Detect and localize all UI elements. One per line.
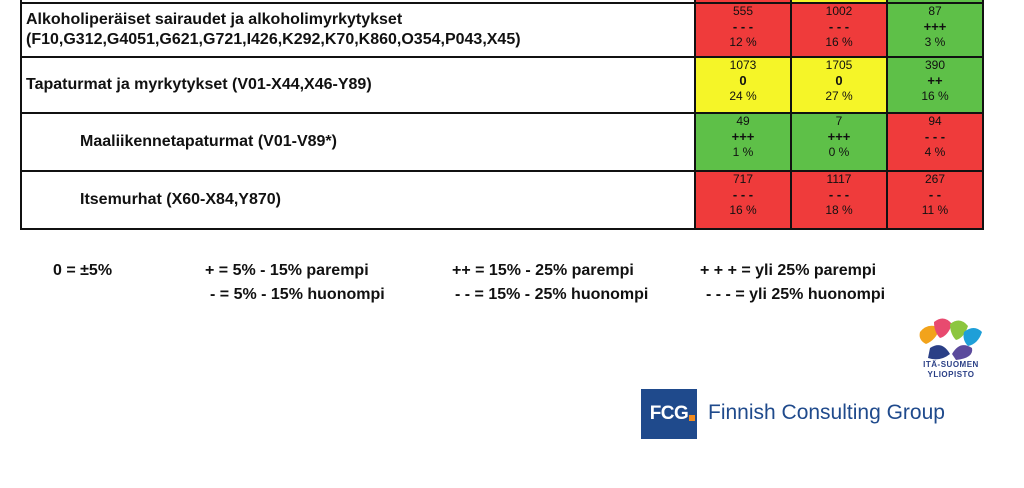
value-cell [887, 57, 983, 113]
count-value: 1002 [825, 4, 853, 18]
trend-symbol: +++ [827, 129, 851, 144]
trend-symbol: +++ [923, 19, 947, 34]
count-value: 1705 [825, 58, 853, 72]
trend-symbol: 0 [835, 73, 843, 88]
percent-value: 16 % [825, 35, 853, 49]
fcg-dot-icon [689, 415, 695, 421]
percent-value: 4 % [924, 145, 946, 159]
fcg-logo [641, 389, 697, 439]
percent-value: 12 % [729, 35, 757, 49]
table-row [21, 57, 983, 113]
table-row [21, 3, 983, 57]
legend-plus3: + + + = yli 25% parempi [700, 262, 877, 279]
row-label: Maaliikennetapaturmat (V01-V89*) [21, 113, 695, 171]
legend-zero: 0 = ±5% [53, 262, 113, 279]
percent-value: 27 % [825, 89, 853, 103]
trend-symbol: - - [928, 187, 942, 202]
percent-value: 24 % [729, 89, 757, 103]
fcg-company-name: Finnish Consulting Group [708, 401, 945, 424]
percent-value: 1 % [732, 145, 754, 159]
value-cell [887, 3, 983, 57]
fcg-abbr: FCG [649, 403, 689, 424]
table-row [21, 113, 983, 171]
row-label: Tapaturmat ja myrkytykset (V01-X44,X46-Y89) [21, 57, 695, 113]
value-cell [695, 57, 791, 113]
legend-plus1: + = 5% - 15% parempi [205, 262, 369, 279]
count-value: 1117 [826, 172, 852, 186]
value-cell [695, 3, 791, 57]
uef-name-line2: YLIOPISTO [927, 370, 975, 379]
percent-value: 0 % [828, 145, 850, 159]
value-cell [695, 113, 791, 171]
trend-symbol: - - - [924, 129, 946, 144]
percent-value: 18 % [825, 203, 853, 217]
percent-value: 16 % [921, 89, 949, 103]
value-cell [791, 113, 887, 171]
legend-minus1: - = 5% - 15% huonompi [210, 286, 385, 303]
count-value: 390 [924, 58, 946, 72]
statistics-table [20, 0, 984, 230]
percent-value: 3 % [924, 35, 946, 49]
count-value: 7 [835, 114, 843, 128]
value-cell [887, 171, 983, 229]
value-cell [791, 57, 887, 113]
trend-symbol: - - - [828, 19, 850, 34]
trend-symbol: - - - [732, 19, 754, 34]
trend-symbol: - - - [828, 187, 850, 202]
table-row [21, 171, 983, 229]
value-cell [887, 113, 983, 171]
legend-plus2: ++ = 15% - 25% parempi [452, 262, 634, 279]
value-cell [791, 3, 887, 57]
count-value: 717 [732, 172, 754, 186]
percent-value: 16 % [729, 203, 757, 217]
legend-minus3: - - - = yli 25% huonompi [706, 286, 886, 303]
count-value: 1073 [729, 58, 757, 72]
count-value: 94 [928, 114, 942, 128]
count-value: 87 [928, 4, 942, 18]
row-label [21, 3, 695, 57]
count-value: 555 [732, 4, 754, 18]
row-label-line1: Alkoholiperäiset sairaudet ja alkoholimyrkytykset [26, 11, 403, 28]
uef-name-line1: ITÄ-SUOMEN [923, 360, 979, 369]
count-value: 49 [736, 114, 750, 128]
legend-minus2: - - = 15% - 25% huonompi [455, 286, 649, 303]
value-cell [791, 171, 887, 229]
row-label: Itsemurhat (X60-X84,Y870) [21, 171, 695, 229]
trend-symbol: - - - [732, 187, 754, 202]
trend-symbol: 0 [739, 73, 747, 88]
count-value: 267 [924, 172, 946, 186]
trend-symbol: ++ [927, 73, 943, 88]
trend-symbol: +++ [731, 129, 755, 144]
percent-value: 11 % [921, 203, 949, 217]
row-label-line2: (F10,G312,G4051,G621,G721,I426,K292,K70,K860,O354,P043,X45) [26, 31, 521, 48]
value-cell [695, 171, 791, 229]
